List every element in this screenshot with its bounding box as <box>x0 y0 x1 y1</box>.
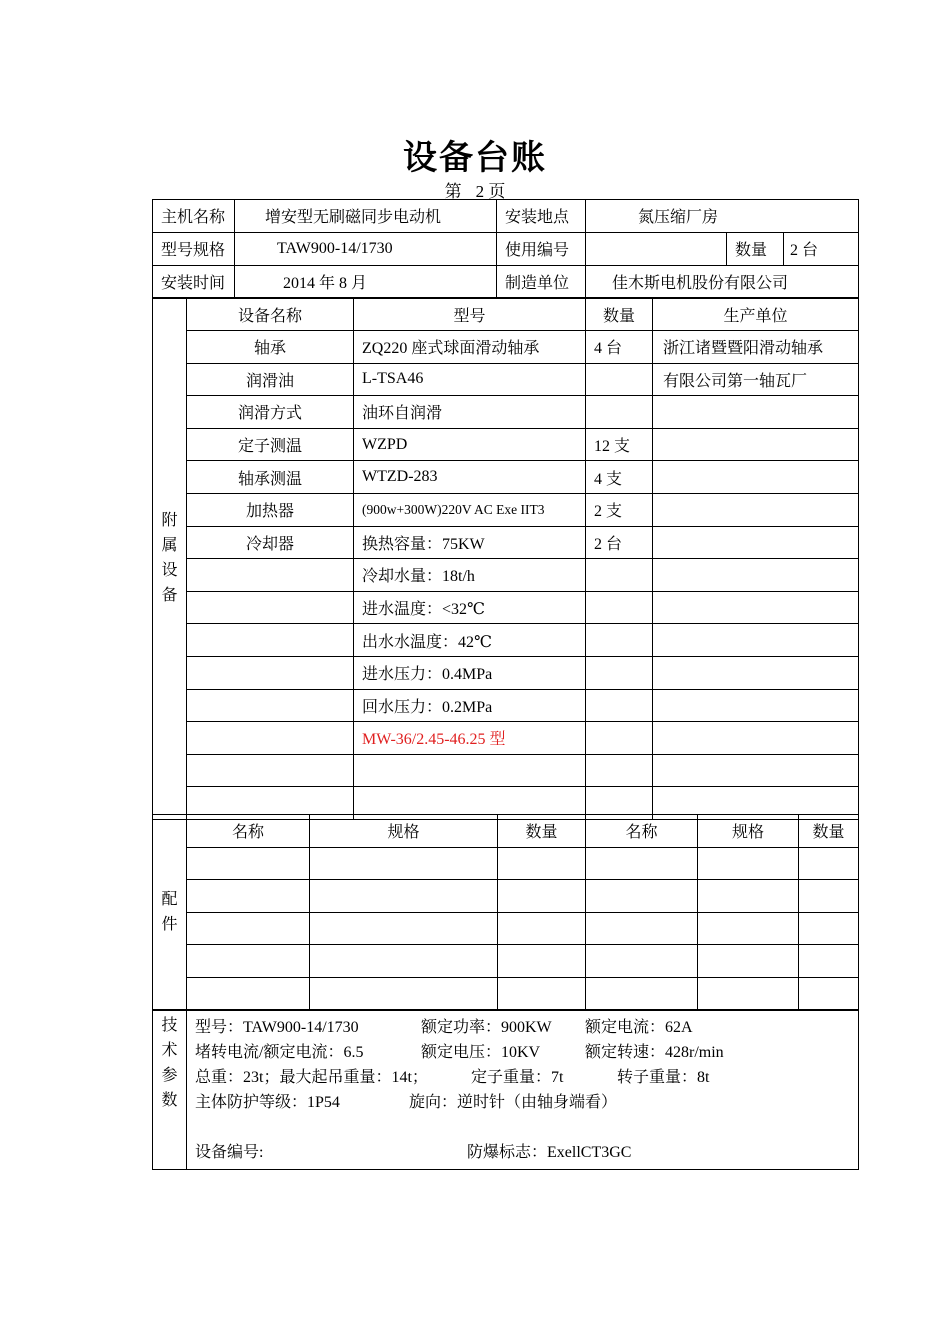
parts-cell <box>310 945 498 978</box>
accessory-cell <box>653 722 859 755</box>
parts-cell <box>498 977 586 1010</box>
accessory-row <box>153 526 859 559</box>
manufacturer-value: 佳木斯电机股份有限公司 <box>586 265 859 298</box>
header-table <box>152 199 859 299</box>
parts-cell <box>310 977 498 1010</box>
tech-value: 防爆标志：ExellCT3GC <box>467 1144 632 1161</box>
tech-value: 型号：TAW900-14/1730 <box>195 1019 359 1036</box>
parts-cell <box>799 880 859 913</box>
accessory-cell: 加热器 <box>187 493 354 526</box>
tech-line <box>195 1115 850 1140</box>
parts-cell <box>586 977 698 1010</box>
parts-cell <box>586 847 698 880</box>
parts-row <box>153 945 859 978</box>
accessories-table <box>152 297 859 820</box>
accessory-cell: 换热容量：75KW <box>354 526 586 559</box>
qty-value: 2 台 <box>784 232 859 265</box>
accessory-cell: 定子测温 <box>187 428 354 461</box>
accessory-cell: 4 台 <box>586 331 653 364</box>
accessory-cell <box>653 559 859 592</box>
accessory-row <box>153 754 859 787</box>
accessory-cell <box>653 493 859 526</box>
accessory-cell: 出水水温度：42℃ <box>354 624 586 657</box>
tech-value: 总重：23t；最大起吊重量：14t； <box>195 1069 428 1086</box>
parts-cell <box>698 977 799 1010</box>
parts-cell <box>586 945 698 978</box>
tech-side-label: 技 术 参 数 <box>153 1011 187 1170</box>
accessory-cell: 进水压力：0.4MPa <box>354 656 586 689</box>
parts-cell <box>187 847 310 880</box>
model-value: TAW900-14/1730 <box>235 232 497 265</box>
tech-value: 转子重量：8t <box>617 1069 710 1086</box>
parts-cell <box>310 912 498 945</box>
accessory-cell <box>653 461 859 494</box>
accessory-row <box>153 722 859 755</box>
parts-table <box>152 814 859 1010</box>
accessory-cell: 进水温度：<32℃ <box>354 591 586 624</box>
tech-value: 额定功率：900KW <box>421 1019 552 1036</box>
accessory-cell <box>187 624 354 657</box>
accessory-row <box>153 363 859 396</box>
tech-line <box>195 1015 850 1040</box>
use-no-label: 使用编号 <box>497 232 586 265</box>
tech-value: 主体防护等级：1P54 <box>195 1094 340 1111</box>
host-name-value: 增安型无刷磁同步电动机 <box>235 200 497 233</box>
parts-cell <box>187 880 310 913</box>
parts-cell <box>187 945 310 978</box>
accessory-cell: 轴承测温 <box>187 461 354 494</box>
accessory-cell <box>187 559 354 592</box>
tech-value: 堵转电流/额定电流：6.5 <box>195 1044 364 1061</box>
tech-table <box>152 1010 859 1170</box>
parts-cell <box>799 977 859 1010</box>
parts-row <box>153 977 859 1010</box>
accessory-cell <box>586 656 653 689</box>
parts-header: 规格 <box>310 815 498 848</box>
model-label: 型号规格 <box>153 232 235 265</box>
host-name-label: 主机名称 <box>153 200 235 233</box>
document-title: 设备台账 <box>403 138 547 178</box>
parts-cell <box>799 912 859 945</box>
accessory-cell <box>187 754 354 787</box>
tech-value: 额定电压：10KV <box>421 1044 541 1061</box>
accessory-row <box>153 493 859 526</box>
accessory-cell: 有限公司第一轴瓦厂 <box>653 363 859 396</box>
parts-header: 名称 <box>586 815 698 848</box>
parts-cell <box>187 977 310 1010</box>
accessory-cell <box>653 526 859 559</box>
parts-cell <box>586 912 698 945</box>
page-value: 2 页 <box>475 182 506 201</box>
tech-line <box>195 1140 850 1165</box>
accessory-cell <box>354 754 586 787</box>
parts-cell <box>799 945 859 978</box>
location-label: 安装地点 <box>497 200 586 233</box>
location-value: 氮压缩厂房 <box>586 200 859 233</box>
accessory-row <box>153 656 859 689</box>
accessory-row <box>153 331 859 364</box>
accessory-cell: 轴承 <box>187 331 354 364</box>
tech-value: 旋向：逆时针（由轴身端看） <box>409 1094 618 1111</box>
tech-value: 设备编号: <box>195 1144 264 1161</box>
accessory-cell <box>586 689 653 722</box>
accessory-cell: ZQ220 座式球面滑动轴承 <box>354 331 586 364</box>
accessories-header: 生产单位 <box>653 298 859 331</box>
install-time-label: 安装时间 <box>153 265 235 298</box>
parts-header: 名称 <box>187 815 310 848</box>
parts-cell <box>498 880 586 913</box>
accessory-cell <box>586 624 653 657</box>
accessory-cell: WZPD <box>354 428 586 461</box>
accessory-cell: 4 支 <box>586 461 653 494</box>
accessory-cell <box>187 722 354 755</box>
parts-row <box>153 912 859 945</box>
accessory-cell <box>586 396 653 429</box>
accessory-row <box>153 428 859 461</box>
install-time-value: 2014 年 8 月 <box>235 265 497 298</box>
accessory-cell <box>586 754 653 787</box>
accessory-cell: 润滑方式 <box>187 396 354 429</box>
parts-cell <box>698 880 799 913</box>
accessory-cell: (900w+300W)220V AC Exe IIT3 <box>354 493 586 526</box>
accessory-cell <box>653 428 859 461</box>
parts-cell <box>698 912 799 945</box>
accessory-cell <box>586 559 653 592</box>
accessory-cell: 2 台 <box>586 526 653 559</box>
manufacturer-label: 制造单位 <box>497 265 586 298</box>
accessory-cell <box>653 656 859 689</box>
accessory-row <box>153 461 859 494</box>
accessory-cell: 冷却水量：18t/h <box>354 559 586 592</box>
parts-row <box>153 847 859 880</box>
accessory-cell: 润滑油 <box>187 363 354 396</box>
accessory-cell <box>653 754 859 787</box>
accessories-header: 设备名称 <box>187 298 354 331</box>
accessory-cell: WTZD-283 <box>354 461 586 494</box>
accessory-cell: 12 支 <box>586 428 653 461</box>
accessory-cell: 2 支 <box>586 493 653 526</box>
page-prefix: 第 <box>444 182 462 201</box>
use-no-value <box>586 232 727 265</box>
accessory-row <box>153 396 859 429</box>
qty-label: 数量 <box>727 232 784 265</box>
accessory-cell <box>653 624 859 657</box>
parts-header: 数量 <box>799 815 859 848</box>
accessory-cell: L-TSA46 <box>354 363 586 396</box>
tech-value: 额定电流：62A <box>585 1019 693 1036</box>
accessory-cell: 浙江诸暨暨阳滑动轴承 <box>653 331 859 364</box>
accessories-header: 型号 <box>354 298 586 331</box>
accessory-cell: 冷却器 <box>187 526 354 559</box>
accessories-side-label: 附 属 设 备 <box>153 298 187 820</box>
accessory-cell: 油环自润滑 <box>354 396 586 429</box>
tech-line <box>195 1040 850 1065</box>
accessory-cell <box>653 689 859 722</box>
accessory-cell <box>586 591 653 624</box>
parts-side-label: 配 件 <box>153 815 187 1010</box>
accessory-row <box>153 591 859 624</box>
parts-row <box>153 880 859 913</box>
parts-cell <box>799 847 859 880</box>
accessory-row <box>153 559 859 592</box>
accessory-cell: MW-36/2.45-46.25 型 <box>354 722 586 755</box>
tech-line <box>195 1090 850 1115</box>
tech-value: 定子重量：7t <box>471 1069 564 1086</box>
accessory-cell <box>653 396 859 429</box>
accessories-header: 数量 <box>586 298 653 331</box>
accessory-row <box>153 624 859 657</box>
parts-header: 规格 <box>698 815 799 848</box>
accessory-cell <box>586 363 653 396</box>
tech-value: 额定转速：428r/min <box>585 1044 724 1061</box>
accessory-cell <box>586 722 653 755</box>
parts-cell <box>187 912 310 945</box>
accessory-cell <box>653 591 859 624</box>
accessory-row <box>153 689 859 722</box>
parts-cell <box>586 880 698 913</box>
parts-cell <box>498 912 586 945</box>
parts-header: 数量 <box>498 815 586 848</box>
accessory-cell <box>187 689 354 722</box>
parts-cell <box>698 945 799 978</box>
parts-cell <box>498 847 586 880</box>
parts-cell <box>698 847 799 880</box>
parts-cell <box>310 880 498 913</box>
accessory-cell <box>187 656 354 689</box>
accessory-cell: 回水压力：0.2MPa <box>354 689 586 722</box>
tech-params <box>187 1011 859 1170</box>
tech-line <box>195 1065 850 1090</box>
accessory-cell <box>187 591 354 624</box>
parts-cell <box>310 847 498 880</box>
parts-cell <box>498 945 586 978</box>
